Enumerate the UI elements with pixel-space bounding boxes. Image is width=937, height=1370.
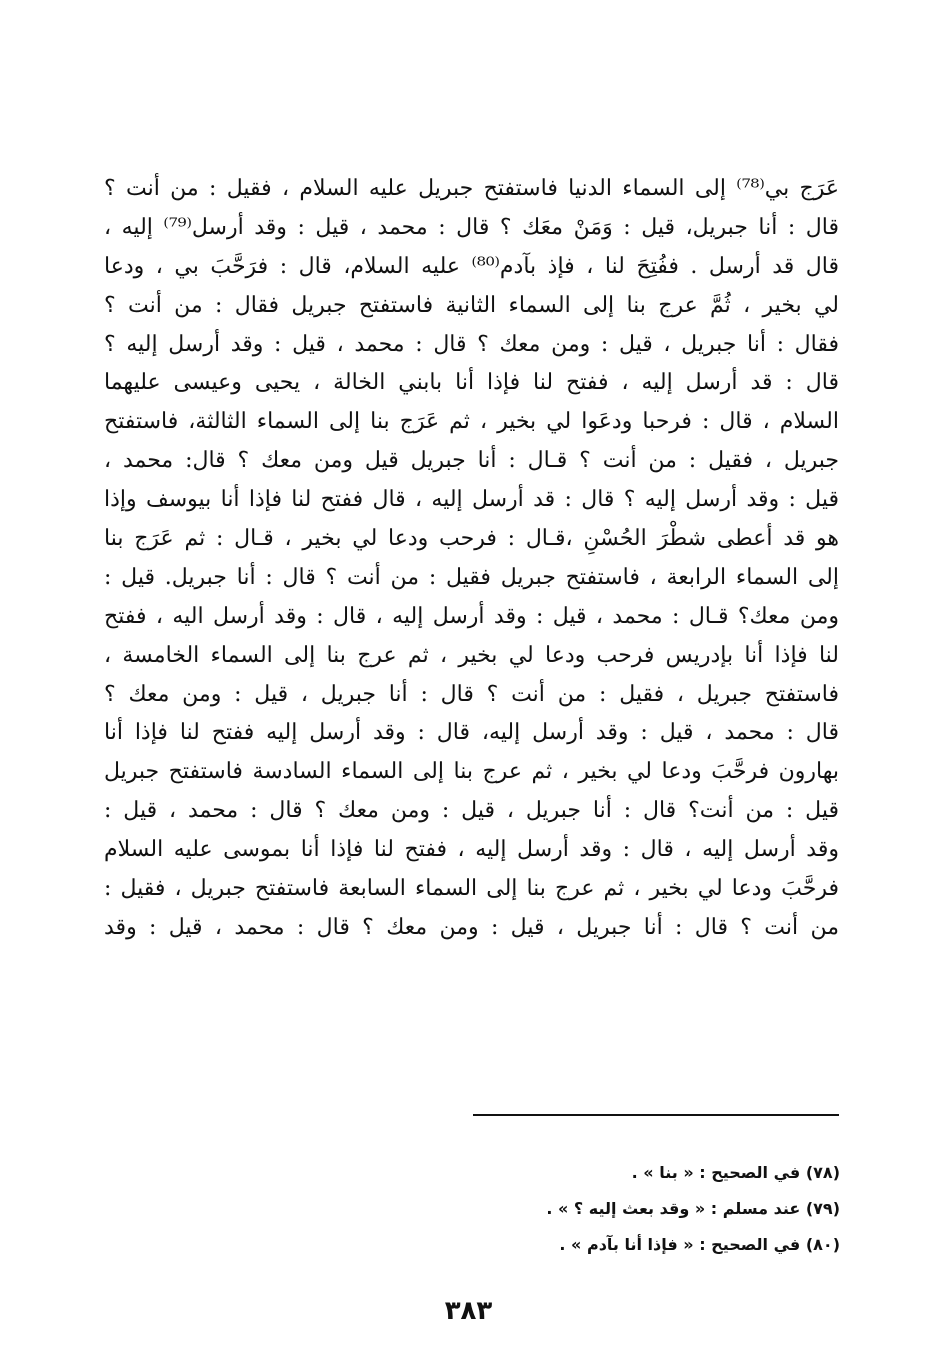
text-line: قال : أنا جبريل، قيل : وَمَنْ معَك ؟ قال : محمد ، قيل : وقد أرسل⁽⁷⁹⁾ إليه ، [104,214,839,240]
text-line: عَرَج بي⁽⁷⁸⁾ إلى السماء الدنيا فاستفتح جبريل عليه السلام ، فقيل : من أنت ؟ [104,176,839,201]
text-line: قال : قد أرسل إليه ، ففتح لنا فإذا أنا بابني الخالة ، يحيى وعيسى عليهما [104,370,839,396]
text-line: فرحَّبَ ودعا لي بخير ، ثم عرج بنا إلى السماء السابعة فاستفتح جبريل ، فقيل : [104,876,839,902]
text-line: إلى السماء الرابعة ، فاستفتح جبريل فقيل : من أنت ؟ قال : أنا جبريل. قيل : [104,564,839,590]
text-line: هو قد أعطى شطْرَ الحُسْنِ ،قـال : فرحب ودعا لي بخير ، قـال : ثم عَرَج بنا [104,526,839,552]
text-line: جبريل ، فقيل : من أنت ؟ قـال : أنا جبريل قيل ومن معك ؟ قال: محمد ، [104,448,839,474]
text-line: وقد أرسل إليه ، قال : وقد أرسل إليه ، ففتح لنا فإذا أنا بموسى عليه السلام [104,837,839,863]
text-line: قيل : من أنت؟ قال : أنا جبريل ، قيل : ومن معك ؟ قال : محمد ، قيل : [104,798,839,824]
body-text [104,170,839,948]
text-line: من أنت ؟ قال : أنا جبريل ، قيل : ومن معك ؟ قال : محمد ، قيل : وقد [104,914,839,940]
text-line: لنا فإذا أنا بإدريس فرحب ودعا لي بخير ، ثم عرج بنا إلى السماء الخامسة ، [104,642,839,668]
text-line: قال قد أرسل . ففُتِحَ لنا ، فإذ بآدم⁽⁸⁰⁾ عليه السلام، قال : فرَحَّبَ بي ، ودعا [104,253,839,279]
footnote-separator [473,1114,839,1116]
page-number: ٣٨٣ [444,1296,493,1326]
text-line: بهارون فرحَّبَ ودعا لي بخير ، ثم عرج بنا إلى السماء السادسة فاستفتح جبريل [104,759,840,785]
text-line: السلام ، قال : فرحبا ودعَوا لي بخير ، ثم عَرَج بنا إلى السماء الثالثة، فاستفتح [104,409,839,435]
text-line: لي بخير ، ثُمَّ عرج بنا إلى السماء الثانية فاستفتح جبريل فقال : من أنت ؟ [104,292,839,318]
text-line: فقال : أنا جبريل ، قيل : ومن معك ؟ قال : محمد ، قيل : وقد أرسل إليه ؟ [104,331,839,357]
footnote-80: (٨٠) في الصحيح : « فإذا أنا بآدم » . [559,1235,840,1254]
footnote-79: (٧٩) عند مسلم : « وقد بعث إليه ؟ » . [546,1199,840,1218]
text-line: قال : محمد ، قيل : وقد أرسل إليه، قال : وقد أرسل إليه ففتح لنا فإذا أنا [104,720,839,746]
text-line: ومن معك؟ قـال : محمد ، قيل : وقد أرسل إليه ، قال : وقد أرسل اليه ، ففتح [104,603,839,629]
footnote-78: (٧٨) في الصحيح : « بنا » . [631,1163,840,1182]
footnotes [404,1155,840,1263]
text-line: قيل : وقد أرسل إليه ؟ قال : قد أرسل إليه ، قال ففتح لنا فإذا أنا بيوسف وإذا [104,487,839,513]
text-line: فاستفتح جبريل ، فقيل : من أنت ؟ قال : أنا جبريل ، قيل : ومن معك ؟ [104,681,839,707]
